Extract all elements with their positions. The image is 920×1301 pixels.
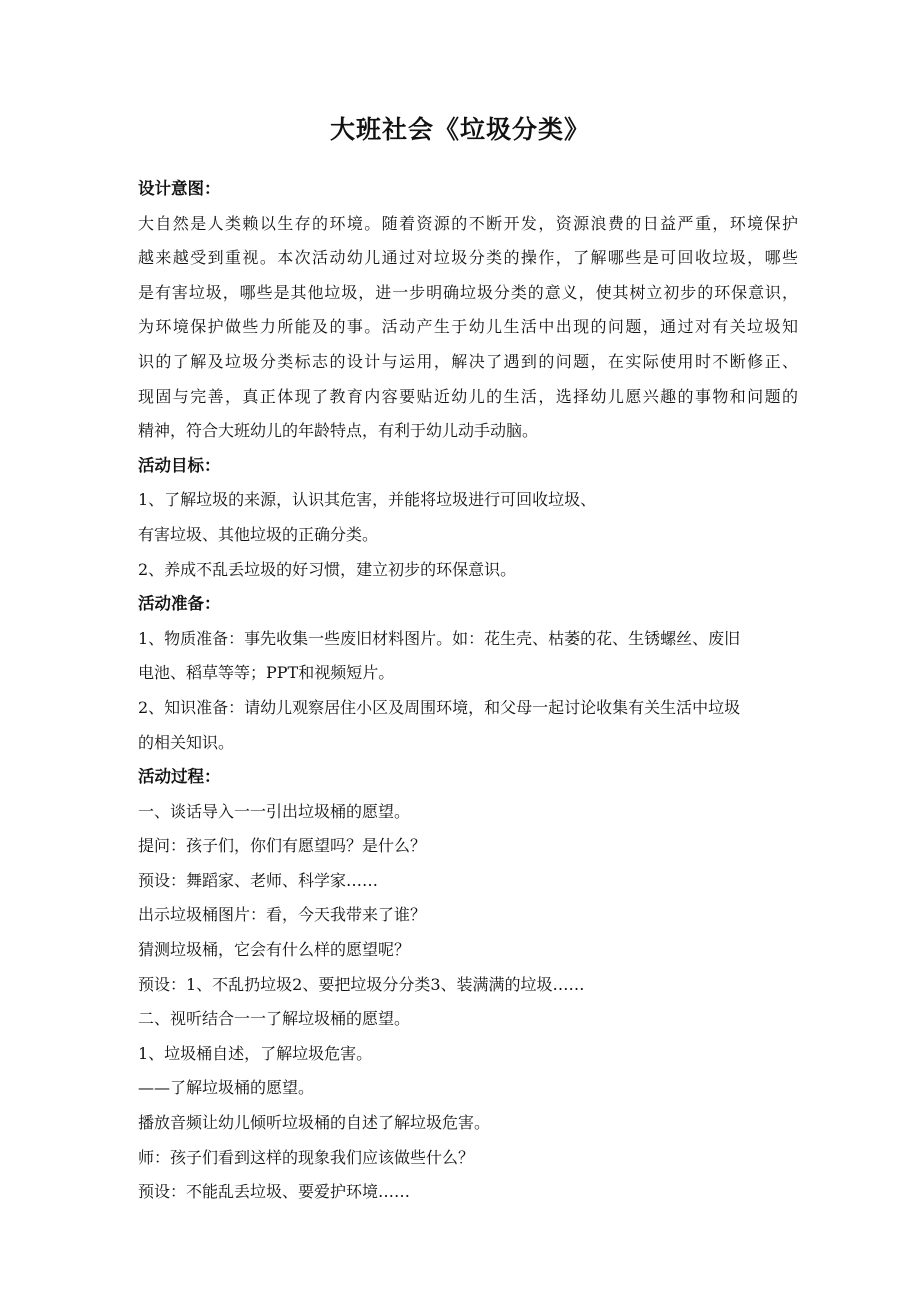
paragraph-line: 猜测垃圾桶，它会有什么样的愿望呢？: [138, 940, 411, 960]
paragraph-line: 预设：舞蹈家、老师、科学家……: [138, 870, 379, 890]
paragraph-line: 2、知识准备：请幼儿观察居住小区及周围环境，和父母一起讨论收集有关生活中垃圾: [138, 697, 741, 717]
paragraph-line: 越来越受到重视。本次活动幼儿通过对垃圾分类的操作，了解哪些是可回收垃圾，哪些: [138, 248, 798, 268]
section-heading-preparation: 活动准备：: [138, 594, 221, 614]
paragraph-line: 出示垃圾桶图片：看，今天我带来了谁？: [138, 905, 427, 925]
paragraph-line: 1、垃圾桶自述，了解垃圾危害。: [138, 1043, 373, 1063]
paragraph-line: 预设：1、不乱扔垃圾2、要把垃圾分分类3、装满满的垃圾……: [138, 974, 585, 994]
paragraph-line: 是有害垃圾，哪些是其他垃圾，进一步明确垃圾分类的意义，使其树立初步的环保意识，: [138, 282, 798, 302]
paragraph-line: 识的了解及垃圾分类标志的设计与运用，解决了遇到的问题，在实际使用时不断修正、: [138, 351, 798, 371]
document-title: 大班社会《垃圾分类》: [329, 115, 590, 144]
paragraph-line: 现固与完善，真正体现了教育内容要贴近幼儿的生活，选择幼儿愿兴趣的事物和问题的: [138, 386, 798, 406]
paragraph-line: 大自然是人类赖以生存的环境。随着资源的不断开发，资源浪费的日益严重，环境保护: [138, 213, 798, 233]
section-heading-process: 活动过程：: [138, 767, 221, 787]
paragraph-line: 电池、稻草等等；PPT和视频短片。: [138, 663, 395, 683]
paragraph-line: 1、物质准备：事先收集一些废旧材料图片。如：花生壳、枯萎的花、生锈螺丝、废旧: [138, 628, 741, 648]
document-body: [138, 172, 798, 1210]
paragraph-line: 为环境保护做些力所能及的事。活动产生于幼儿生活中出现的问题，通过对有关垃圾知: [138, 317, 798, 337]
section-heading-design-intent: 设计意图：: [138, 179, 221, 198]
paragraph-line: 1、了解垃圾的来源，认识其危害，并能将垃圾进行可回收垃圾、: [138, 490, 597, 510]
paragraph-line: 2、养成不乱丢垃圾的好习惯，建立初步的环保意识。: [138, 559, 517, 579]
paragraph-line: 一、谈话导入一一引出垃圾桶的愿望。: [138, 801, 411, 821]
paragraph-line: ——了解垃圾桶的愿望。: [138, 1078, 315, 1098]
paragraph-line: 预设：不能乱丢垃圾、要爱护环境……: [138, 1182, 411, 1202]
paragraph-line: 二、视听结合一一了解垃圾桶的愿望。: [138, 1009, 411, 1029]
paragraph-line: 精神，符合大班幼儿的年龄特点，有利于幼儿动手动脑。: [138, 421, 539, 441]
section-heading-goals: 活动目标：: [138, 455, 221, 475]
paragraph-line: 提问：孩子们，你们有愿望吗？是什么？: [138, 836, 427, 856]
paragraph-line: 有害垃圾、其他垃圾的正确分类。: [138, 524, 379, 544]
paragraph-line: 师：孩子们看到这样的现象我们应该做些什么？: [138, 1147, 475, 1167]
paragraph-line: 播放音频让幼儿倾听垃圾桶的自述了解垃圾危害。: [138, 1113, 491, 1133]
paragraph-line: 的相关知识。: [138, 732, 235, 752]
